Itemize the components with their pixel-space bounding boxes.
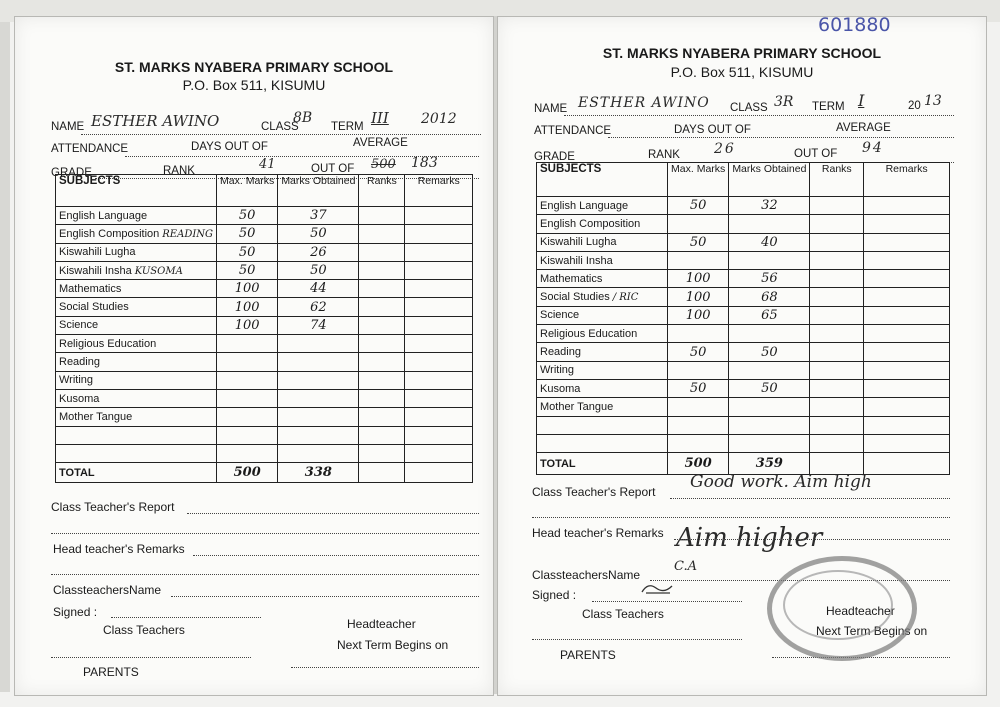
max-marks-cell: 50	[668, 343, 729, 361]
remarks-cell	[405, 298, 473, 316]
marks-obtained-cell	[278, 335, 359, 353]
remarks-cell	[864, 288, 950, 306]
marks-table	[55, 174, 473, 483]
subject-cell	[537, 434, 668, 452]
term-value: III	[371, 109, 389, 127]
rank-cell	[359, 298, 405, 316]
marks-obtained-cell	[729, 325, 810, 343]
class-report-line-2	[532, 517, 950, 518]
binding-edge	[0, 22, 10, 692]
ranks-header: Ranks	[810, 163, 864, 197]
rank-cell	[359, 353, 405, 371]
next-term-line	[291, 667, 479, 668]
max-marks-cell: 50	[217, 261, 278, 279]
headteacher-label: Headteacher	[826, 604, 895, 618]
subject-text: English Composition	[59, 227, 160, 240]
table-row	[56, 316, 473, 334]
days-label: DAYS OUT OF	[674, 124, 751, 136]
parents-label: PARENTS	[560, 648, 616, 662]
parents-label: PARENTS	[83, 665, 139, 679]
max-marks-header: Max. Marks	[668, 163, 729, 197]
max-marks-cell	[217, 335, 278, 353]
class-report-label: Class Teacher's Report	[51, 500, 175, 514]
subject-text: Kiswahili Insha	[59, 264, 132, 277]
head-remarks-label: Head teacher's Remarks	[532, 526, 664, 540]
total-obtained: 359	[729, 453, 810, 475]
rank-cell	[359, 280, 405, 298]
subject-cell: Reading	[537, 343, 668, 361]
remarks-cell	[405, 426, 473, 444]
marks-obtained-cell	[278, 444, 359, 462]
marks-obtained-cell	[729, 416, 810, 434]
table-row	[537, 398, 950, 416]
subject-cell: Kiswahili Lugha	[56, 243, 217, 261]
marks-obtained-cell: 50	[729, 379, 810, 397]
marks-obtained-cell: 32	[729, 197, 810, 215]
head-remarks-line	[674, 539, 950, 540]
total-obtained: 338	[278, 463, 359, 483]
class-teachers-label: Class Teachers	[103, 623, 185, 637]
class-teacher-signature	[638, 580, 678, 596]
signed-line	[111, 617, 261, 618]
rank-cell	[359, 335, 405, 353]
max-marks-cell: 100	[217, 316, 278, 334]
table-row	[56, 389, 473, 407]
remarks-header: Remarks	[405, 175, 473, 207]
table-row	[537, 251, 950, 269]
rank-cell	[359, 426, 405, 444]
remarks-cell	[405, 353, 473, 371]
subject-cell: Mathematics	[537, 270, 668, 288]
class-report-value: Good work. Aim high	[690, 472, 872, 492]
head-remarks-label: Head teacher's Remarks	[53, 542, 185, 556]
table-row	[56, 444, 473, 462]
table-row	[537, 343, 950, 361]
subject-cell: Kusoma	[56, 389, 217, 407]
marks-obtained-cell: 44	[278, 280, 359, 298]
max-marks-cell	[668, 361, 729, 379]
max-marks-cell	[668, 325, 729, 343]
teachers-sign-line	[51, 657, 251, 658]
max-marks-cell: 50	[668, 197, 729, 215]
rank-cell	[359, 444, 405, 462]
school-stamp-inner-ring	[783, 570, 893, 640]
remarks-cell	[864, 325, 950, 343]
rank-cell	[359, 371, 405, 389]
marks-obtained-header: Marks Obtained	[729, 163, 810, 197]
rank-cell	[359, 408, 405, 426]
marks-obtained-cell	[278, 426, 359, 444]
name-label: NAME	[51, 121, 85, 133]
total-max: 500	[217, 463, 278, 483]
subject-cell: Writing	[537, 361, 668, 379]
marks-obtained-cell	[729, 361, 810, 379]
rank-cell	[810, 288, 864, 306]
serial-number: 601880	[818, 14, 891, 36]
subject-handwritten-note: READING	[162, 228, 214, 240]
school-address: P.O. Box 511, KISUMU	[182, 77, 326, 93]
remarks-cell	[405, 261, 473, 279]
max-marks-cell: 50	[668, 233, 729, 251]
table-row	[537, 361, 950, 379]
rank-cell	[810, 379, 864, 397]
max-marks-cell	[217, 444, 278, 462]
marks-obtained-cell	[278, 389, 359, 407]
marks-obtained-cell: 74	[278, 316, 359, 334]
max-marks-cell: 50	[217, 225, 278, 243]
rank-cell	[810, 434, 864, 452]
max-marks-cell	[217, 353, 278, 371]
rank-cell	[810, 325, 864, 343]
table-row	[56, 371, 473, 389]
max-marks-cell	[668, 398, 729, 416]
grade-label: GRADE	[51, 167, 92, 179]
rank-cell	[810, 251, 864, 269]
attendance-label: ATTENDANCE	[534, 125, 612, 137]
remarks-cell	[864, 233, 950, 251]
marks-obtained-cell	[729, 434, 810, 452]
total-max: 500	[668, 453, 729, 475]
rank-value: 41	[259, 157, 276, 172]
subject-cell: Mother Tangue	[56, 408, 217, 426]
remarks-cell	[864, 361, 950, 379]
total-remarks	[864, 453, 950, 475]
subject-cell: Reading	[56, 353, 217, 371]
subject-cell	[537, 288, 668, 306]
table-row	[56, 207, 473, 225]
subject-cell: Religious Education	[537, 325, 668, 343]
marks-obtained-cell	[278, 371, 359, 389]
remarks-cell	[405, 371, 473, 389]
remarks-cell	[405, 389, 473, 407]
max-marks-cell	[217, 408, 278, 426]
year-value: 2012	[421, 111, 457, 127]
table-row	[537, 306, 950, 324]
remarks-cell	[864, 215, 950, 233]
marks-obtained-cell: 56	[729, 270, 810, 288]
max-marks-cell	[668, 434, 729, 452]
marks-obtained-cell: 68	[729, 288, 810, 306]
outof-value: 183	[411, 155, 438, 171]
subject-cell: Kusoma	[537, 379, 668, 397]
rank-cell	[810, 306, 864, 324]
remarks-cell	[864, 434, 950, 452]
marks-obtained-cell: 50	[729, 343, 810, 361]
subject-cell: Mathematics	[56, 280, 217, 298]
table-row	[56, 243, 473, 261]
remarks-cell	[864, 306, 950, 324]
max-marks-cell: 100	[668, 288, 729, 306]
rank-cell	[810, 416, 864, 434]
classteacher-name-label: ClassteachersName	[53, 583, 162, 597]
remarks-cell	[864, 398, 950, 416]
remarks-cell	[405, 316, 473, 334]
subject-cell: English Language	[56, 207, 217, 225]
term-value: I	[858, 91, 865, 110]
class-report-line-2	[51, 533, 479, 534]
remarks-cell	[405, 243, 473, 261]
rank-cell	[359, 261, 405, 279]
rank-cell	[359, 389, 405, 407]
subjects-header: SUBJECTS	[56, 175, 217, 207]
rank-cell	[359, 316, 405, 334]
next-term-label: Next Term Begins on	[816, 624, 928, 638]
remarks-header: Remarks	[864, 163, 950, 197]
table-row	[537, 197, 950, 215]
max-marks-cell: 100	[217, 280, 278, 298]
school-address: P.O. Box 511, KISUMU	[670, 64, 814, 80]
rank-label: RANK	[648, 149, 680, 161]
subject-cell: Science	[56, 316, 217, 334]
signed-line	[592, 601, 742, 602]
subject-cell: Mother Tangue	[537, 398, 668, 416]
days-label: DAYS OUT OF	[191, 141, 268, 153]
subject-cell: Kiswahili Lugha	[537, 233, 668, 251]
average-label: AVERAGE	[353, 137, 408, 149]
remarks-cell	[864, 379, 950, 397]
marks-obtained-cell: 65	[729, 306, 810, 324]
subjects-header: SUBJECTS	[537, 163, 668, 197]
classteacher-name-label: ClassteachersName	[532, 568, 641, 582]
rank-cell	[810, 398, 864, 416]
class-value: 3R	[774, 94, 794, 110]
subject-cell	[56, 225, 217, 243]
next-term-label: Next Term Begins on	[337, 638, 449, 652]
subject-cell	[56, 426, 217, 444]
marks-obtained-cell: 26	[278, 243, 359, 261]
max-marks-cell	[217, 371, 278, 389]
class-label: CLASS	[261, 121, 299, 133]
total-remarks	[405, 463, 473, 483]
rank-cell	[810, 233, 864, 251]
marks-obtained-header: Marks Obtained	[278, 175, 359, 207]
rank-value: 26	[714, 141, 736, 157]
table-row	[56, 353, 473, 371]
class-label: CLASS	[730, 102, 768, 114]
table-row	[537, 233, 950, 251]
remarks-cell	[864, 416, 950, 434]
table-row	[56, 280, 473, 298]
signed-label: Signed :	[53, 605, 98, 619]
max-marks-cell: 100	[217, 298, 278, 316]
table-row	[537, 325, 950, 343]
rank-cell	[810, 215, 864, 233]
marks-obtained-cell: 40	[729, 233, 810, 251]
max-marks-header: Max. Marks	[217, 175, 278, 207]
remarks-cell	[405, 335, 473, 353]
remarks-cell	[405, 408, 473, 426]
marks-obtained-cell: 37	[278, 207, 359, 225]
marks-obtained-cell	[278, 408, 359, 426]
max-marks-cell: 50	[217, 207, 278, 225]
subject-cell: Science	[537, 306, 668, 324]
remarks-cell	[405, 280, 473, 298]
table-row	[537, 379, 950, 397]
student-name: ESTHER AWINO	[578, 95, 710, 111]
class-value: 8B	[293, 110, 313, 126]
average-label: AVERAGE	[836, 122, 891, 134]
head-remarks-value: Aim higher	[676, 523, 823, 553]
subject-cell: English Language	[537, 197, 668, 215]
remarks-cell	[864, 343, 950, 361]
total-label: TOTAL	[537, 453, 668, 475]
marks-table	[536, 162, 950, 475]
subject-handwritten-note: / RIC	[612, 292, 639, 304]
table-row	[537, 288, 950, 306]
head-remarks-line-2	[51, 574, 479, 575]
table-row	[56, 261, 473, 279]
max-marks-cell: 50	[217, 243, 278, 261]
subject-cell: Writing	[56, 371, 217, 389]
table-row	[537, 416, 950, 434]
year-value: 13	[924, 93, 942, 109]
remarks-cell	[864, 270, 950, 288]
table-row	[56, 426, 473, 444]
term-label: TERM	[812, 101, 845, 113]
school-name: ST. MARKS NYABERA PRIMARY SCHOOL	[602, 45, 882, 61]
total-label: TOTAL	[56, 463, 217, 483]
max-marks-cell	[668, 416, 729, 434]
marks-obtained-cell	[278, 353, 359, 371]
remarks-cell	[864, 197, 950, 215]
class-teachers-label: Class Teachers	[582, 607, 664, 621]
table-row	[56, 408, 473, 426]
marks-obtained-cell: 50	[278, 225, 359, 243]
headteacher-label: Headteacher	[347, 617, 416, 631]
table-row	[56, 298, 473, 316]
marks-obtained-cell: 62	[278, 298, 359, 316]
table-row	[537, 270, 950, 288]
outof-struck: 500	[371, 157, 396, 172]
remarks-cell	[405, 444, 473, 462]
year-prefix: 20	[908, 100, 921, 112]
rank-cell	[359, 243, 405, 261]
signed-label: Signed :	[532, 588, 577, 602]
head-remarks-line	[193, 555, 479, 556]
max-marks-cell: 100	[668, 270, 729, 288]
marks-obtained-cell	[729, 398, 810, 416]
rank-cell	[810, 361, 864, 379]
max-marks-cell	[217, 389, 278, 407]
subject-cell	[56, 261, 217, 279]
student-name: ESTHER AWINO	[91, 112, 220, 130]
subject-text: Social Studies	[540, 291, 610, 304]
marks-obtained-cell: 50	[278, 261, 359, 279]
max-marks-cell: 50	[668, 379, 729, 397]
name-line	[564, 115, 954, 116]
remarks-cell	[405, 207, 473, 225]
attendance-line	[608, 137, 954, 138]
max-marks-cell	[668, 215, 729, 233]
class-report-line	[670, 498, 950, 499]
report-card-term-3-2012	[14, 16, 494, 696]
max-marks-cell	[217, 426, 278, 444]
max-marks-cell	[668, 251, 729, 269]
attendance-label: ATTENDANCE	[51, 143, 129, 155]
remarks-cell	[864, 251, 950, 269]
subject-cell: Religious Education	[56, 335, 217, 353]
subject-cell	[56, 444, 217, 462]
rank-label: RANK	[163, 165, 195, 177]
subject-cell	[537, 416, 668, 434]
subject-cell: Social Studies	[56, 298, 217, 316]
outof-label: OUT OF	[794, 148, 838, 160]
teachers-sign-line	[532, 639, 742, 640]
table-row	[56, 225, 473, 243]
table-row	[56, 335, 473, 353]
classteacher-name-line	[171, 596, 479, 597]
subject-cell: English Composition	[537, 215, 668, 233]
term-label: TERM	[331, 121, 364, 133]
rank-cell	[359, 207, 405, 225]
school-name: ST. MARKS NYABERA PRIMARY SCHOOL	[114, 59, 394, 75]
rank-cell	[810, 197, 864, 215]
total-rank	[359, 463, 405, 483]
subject-cell: Kiswahili Insha	[537, 251, 668, 269]
max-marks-cell: 100	[668, 306, 729, 324]
grade-label: GRADE	[534, 151, 575, 163]
class-report-line	[187, 513, 479, 514]
classteacher-name-value: C.A	[674, 559, 698, 574]
ranks-header: Ranks	[359, 175, 405, 207]
class-report-label: Class Teacher's Report	[532, 485, 656, 499]
outof-label: OUT OF	[311, 163, 355, 175]
rank-cell	[359, 225, 405, 243]
subject-handwritten-note: KUSOMA	[134, 265, 183, 277]
remarks-cell	[405, 225, 473, 243]
rank-cell	[810, 343, 864, 361]
marks-obtained-cell	[729, 215, 810, 233]
name-label: NAME	[534, 103, 568, 115]
table-row	[537, 215, 950, 233]
name-line	[81, 134, 481, 135]
table-row	[537, 434, 950, 452]
marks-obtained-cell	[729, 251, 810, 269]
outof-value: 94	[862, 140, 884, 156]
rank-cell	[810, 270, 864, 288]
